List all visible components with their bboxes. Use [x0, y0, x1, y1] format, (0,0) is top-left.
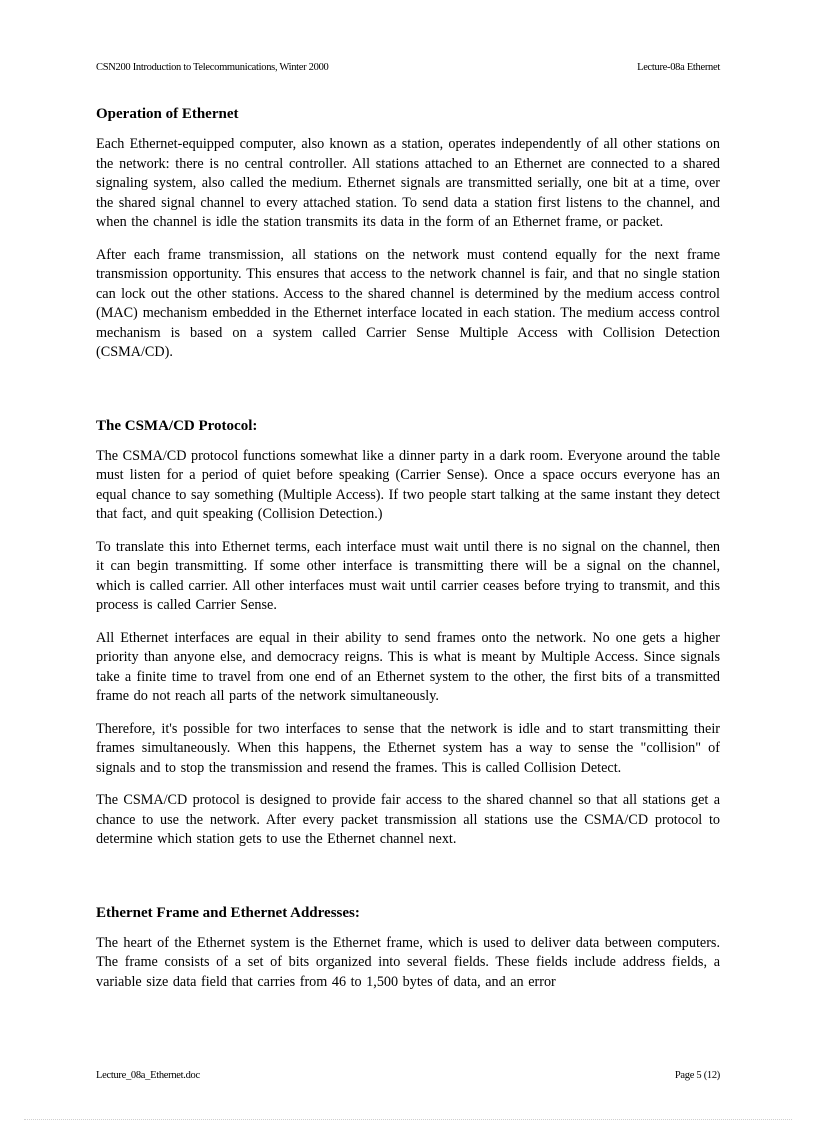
section-heading: Operation of Ethernet [96, 106, 239, 122]
section-csma-cd-protocol [96, 416, 720, 850]
paragraph: The heart of the Ethernet system is the Ethernet frame, which is used to deliver data between computers. The frame consists of a set of bits organized into several fields. These fields include address fields, a variable size data field that carries from 46 to 1,500 bytes of data, and an error [96, 934, 720, 990]
paragraph: The CSMA/CD protocol functions somewhat like a dinner party in a dark room. Everyone around the table must listen for a period of quiet before speaking (Carrier Sense). Once a space occurs everyone has an equal chance to say something (Multiple Access). If two people start talking at the same instant they detect that fact, and quit speaking (Collision Detection.) [96, 447, 720, 522]
header-course-title: CSN200 Introduction to Telecommunications, Winter 2000 [96, 62, 329, 73]
section-spacer [96, 376, 720, 416]
paragraph: Therefore, it's possible for two interfaces to sense that the network is idle and to start transmitting their frames simultaneously. When this happens, the Ethernet system has a way to sense the "collision" of signals and to stop the transmission and resend the frames. This is called Collision Detect. [96, 720, 720, 776]
page-footer [96, 1070, 720, 1084]
paragraph: The CSMA/CD protocol is designed to provide fair access to the shared channel so that all stations get a chance to use the network. After every packet transmission all stations use the CSMA/CD protocol to determine which station gets to use the Ethernet channel next. [96, 792, 720, 847]
page-header [96, 62, 720, 76]
section-heading: Ethernet Frame and Ethernet Addresses: [96, 904, 360, 921]
page-boundary [24, 1119, 792, 1120]
paragraph: After each frame transmission, all stations on the network must contend equally for the next frame transmission opportunity. This ensures that access to the network channel is fair, and that no single station can lock out the other stations. Access to the shared channel is determined by the medium access control (MAC) mechanism embedded in the Ethernet interface located in each station. The medium access control mechanism is based on a system called Carrier Sense Multiple Access with Collision Detection (CSMA/CD). [96, 246, 720, 360]
footer-filename: Lecture_08a_Ethernet.doc [96, 1070, 200, 1081]
document-body [96, 104, 720, 1005]
paragraph: Each Ethernet-equipped computer, also known as a station, operates independently of all other stations on the network: there is no central controller. All stations attached to an Ethernet are connected to a shared signaling system, also called the medium. Ethernet signals are transmitted serially, one bit at a time, over the shared signal channel to every attached station. To send data a station first listens to the channel, and when the channel is idle the station transmits its data in the form of an Ethernet frame, or packet. [96, 136, 720, 230]
section-spacer [96, 863, 720, 903]
paragraph: All Ethernet interfaces are equal in their ability to send frames onto the network. No one gets a higher priority than anyone else, and democracy reigns. This is what is meant by Multiple Access. Since signals take a finite time to travel from one end of an Ethernet system to the other, the first bits of a transmitted frame do not reach all parts of the network simultaneously. [96, 629, 720, 704]
paragraph: To translate this into Ethernet terms, each interface must wait until there is no signal on the channel, then it can begin transmitting. If some other interface is transmitting there will be a signal on the channel, which is called carrier. All other interfaces must wait until carrier ceases before trying to transmit, and this process is called Carrier Sense. [96, 538, 720, 613]
footer-page-number: Page 5 (12) [674, 1070, 720, 1081]
section-operation-of-ethernet [96, 104, 720, 363]
section-heading: The CSMA/CD Protocol: [96, 417, 258, 434]
section-ethernet-frame [96, 903, 720, 993]
header-lecture-title: Lecture-08a Ethernet [637, 62, 720, 73]
